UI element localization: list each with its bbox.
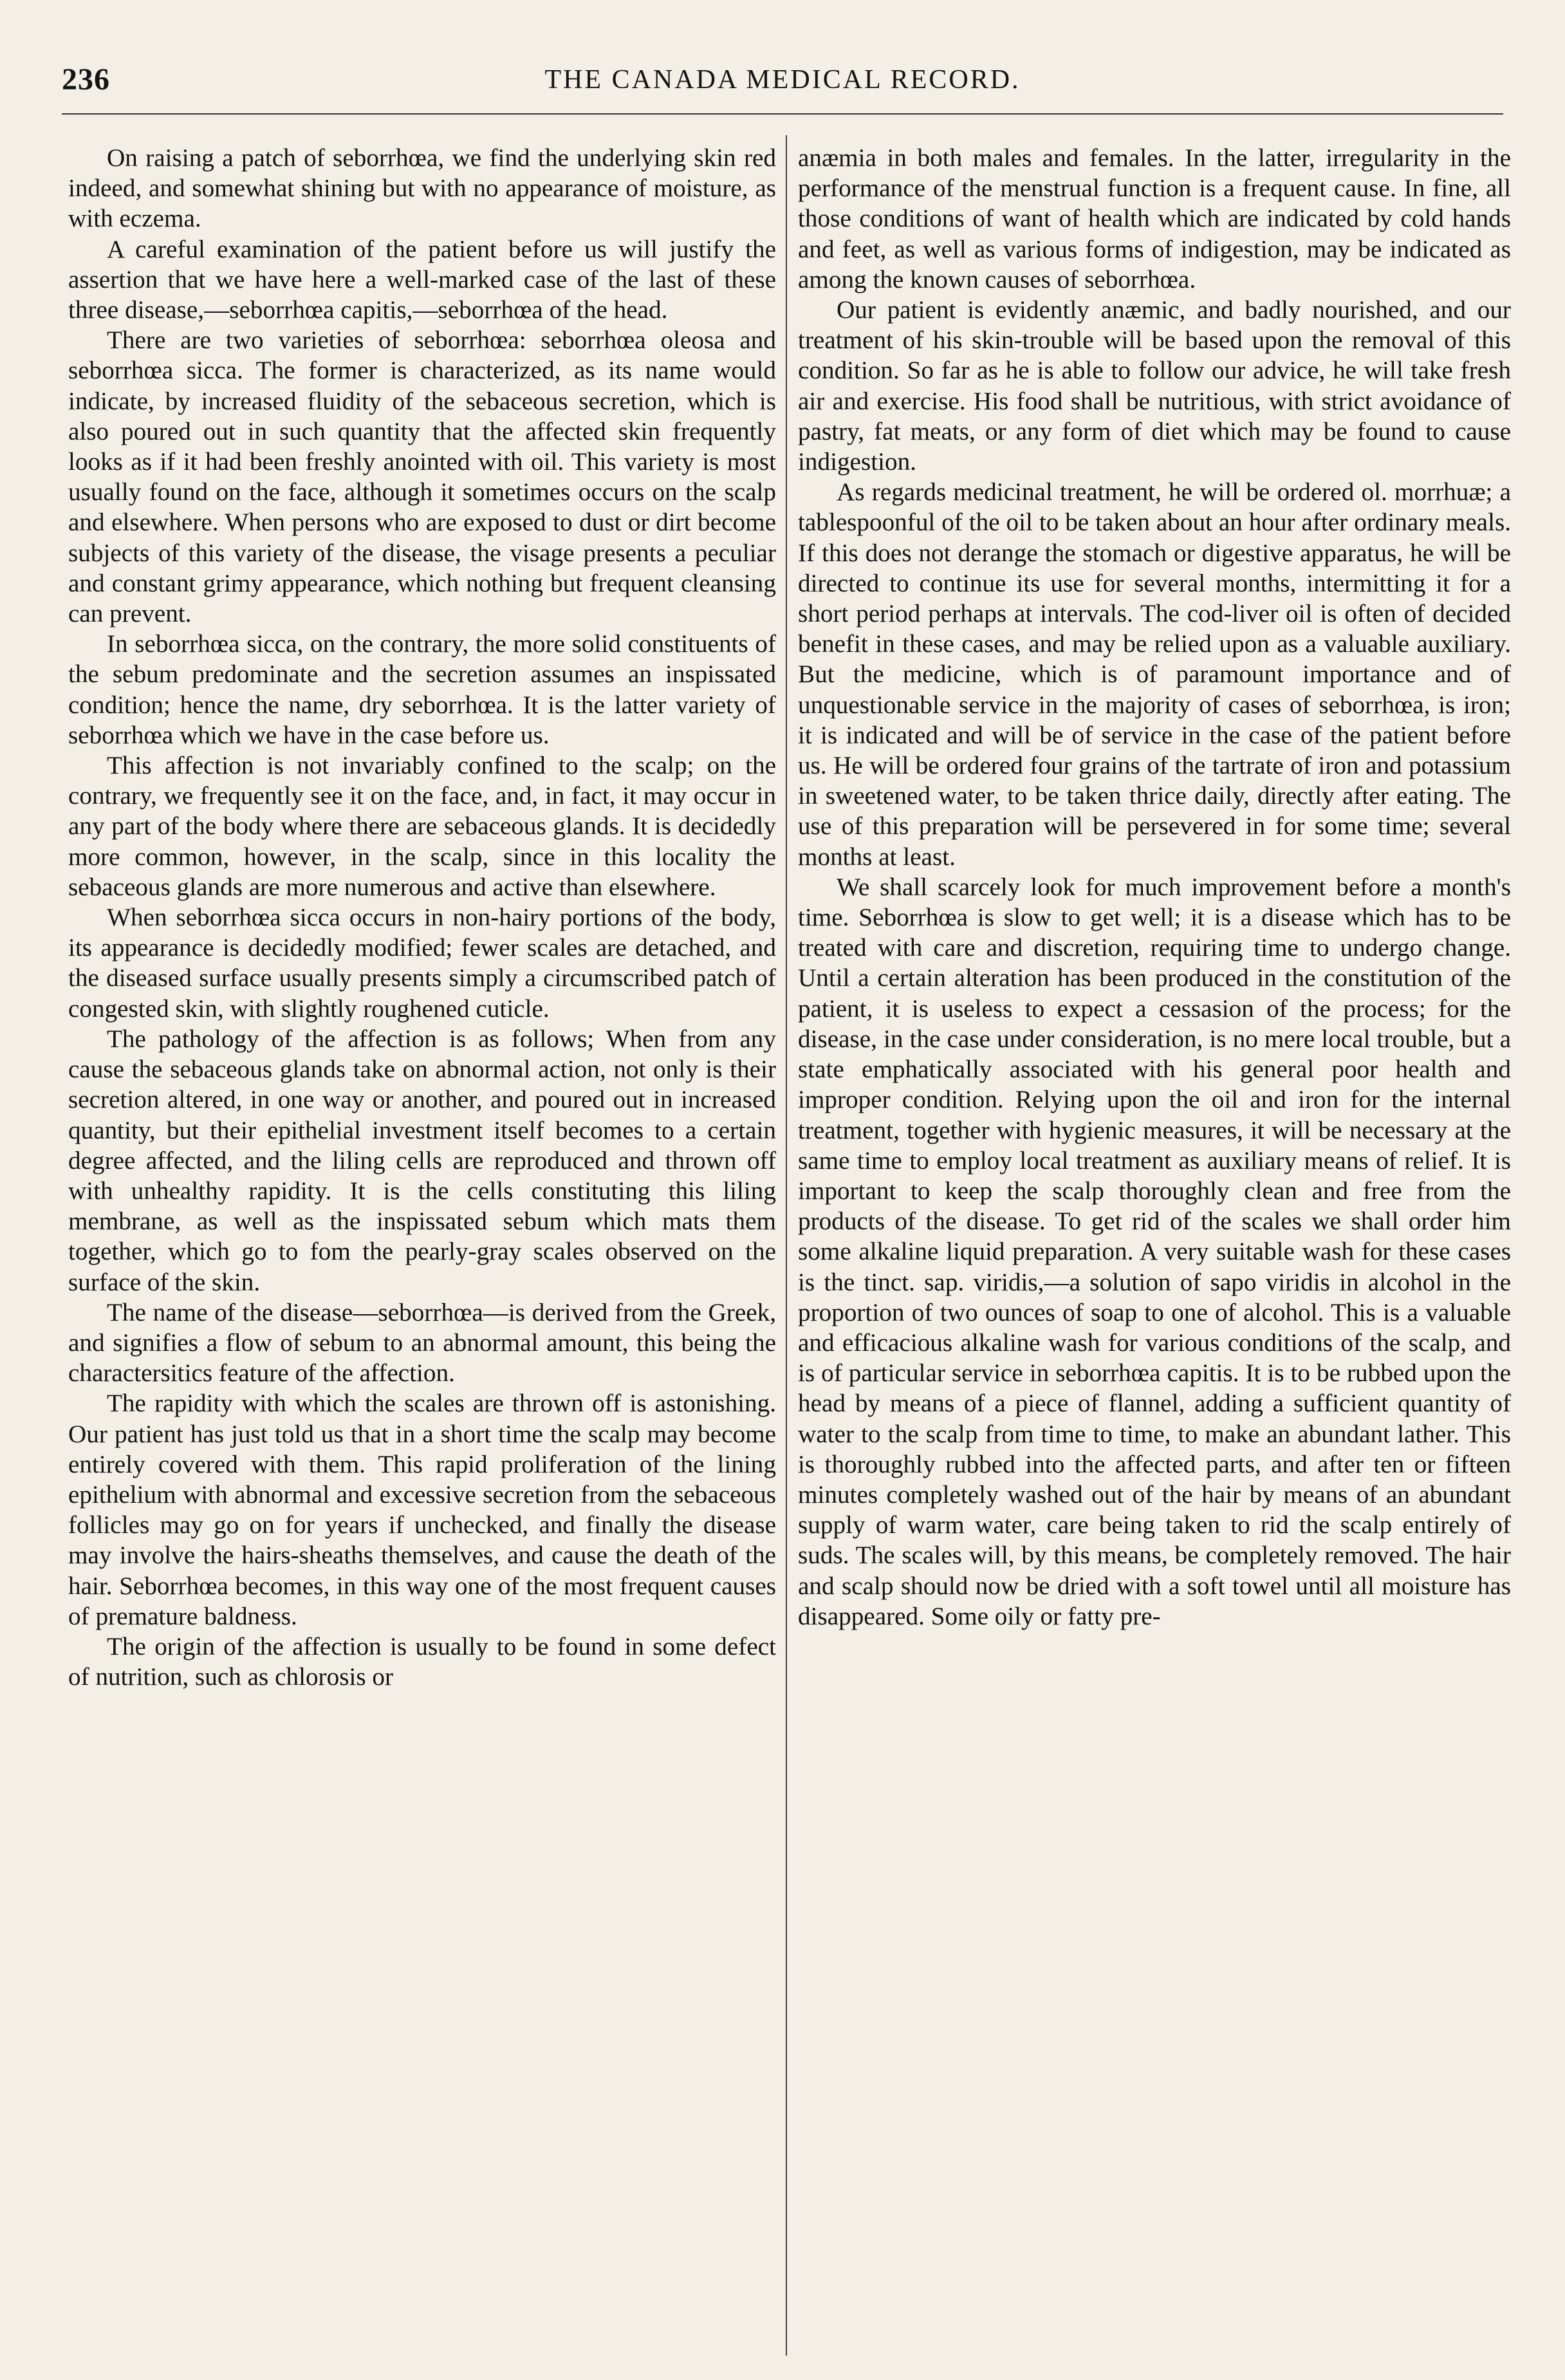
column-divider	[786, 135, 787, 2356]
paragraph-seborrhoea-sicca: In seborrhœa sicca, on the contrary, the more solid constituents of the sebum predominate and the secretion assumes an inspissated condition; hence the name, dry seborrhœa. It is the latter variety of seborrhœa which we have in the case before us.	[68, 630, 776, 749]
paragraph-pathology: The pathology of the affection is as follows; When from any cause the sebaceous glands take on abnormal action, not only is their secretion altered, in one way or another, and poured out in increased quantity, but their epithelial investment itself becomes to a certain degree affected, and the liling cells are reproduced and thrown off with unhealthy rapidity. It is the cells constituting this liling membrane, as well as the inspissated sebum which mats them together, which go to fom the pearly-gray scales observed on the surface of the skin.	[68, 1025, 776, 1296]
paragraph-improvement: We shall scarcely look for much improvement before a month's time. Seborrhœa is slow to get well; it is a disease which has to be treated with care and discretion, requiring time to undergo change. Until a certain alteration has been produced in the constitution of the patient, it is useless to expect a cessasion of the process; for the disease, in the case under consideration, is no mere local trouble, but a state emphatically associated with his general poor health and improper condition. Relying upon the oil and iron for the internal treatment, together with hygienic measures, it will be necessary at the same time to employ local treatment as auxiliary means of relief. It is important to keep the scalp thoroughly clean and free from the products of the disease. To get rid of the scales we shall order him some alkaline liquid preparation. A very suitable wash for these cases is the tinct. sap. viridis,—a solution of sapo viridis in alcohol in the proportion of two ounces of soap to one of alcohol. This is a valuable and efficacious alkaline wash for various conditions of the scalp, and is of particular service in seborrhœa capitis. It is to be rubbed upon the head by means of a piece of flannel, adding a sufficient quantity of water to the scalp from time to time, to make an abundant lather. This is thoroughly rubbed into the affected parts, and after ten or fifteen minutes completely washed out of the hair by means of an abundant supply of warm water, care being taken to rid the scalp entirely of suds. The scales will, by this means, be completely removed. The hair and scalp should now be dried with a soft towel until all moisture has disappeared. Some oily or fatty pre-	[798, 873, 1511, 1630]
paragraph-two-varieties: There are two varieties of seborrhœa: seborrhœa oleosa and seborrhœa sicca. The former is characterized, as its name would indicate, by increased fluidity of the sebaceous secretion, which is also poured out in such quantity that the affected skin frequently looks as if it had been freshly anointed with oil. This variety is most usually found on the face, although it sometimes occurs on the scalp and elsewhere. When persons who are exposed to dust or dirt become subjects of this variety of the disease, the visage presents a peculiar and constant grimy appearance, which nothing but frequent cleansing can prevent.	[68, 326, 776, 628]
right-column	[798, 143, 1511, 1632]
paragraph-medicinal-treatment: As regards medicinal treatment, he will be ordered ol. morrhuæ; a tablespoonful of the oil to be taken about an hour after ordinary meals. If this does not derange the stomach or digestive apparatus, he will be directed to continue its use for several months, intermitting it for a short period perhaps at intervals. The cod-liver oil is often of decided benefit in these cases, and may be relied upon as a valuable auxiliary. But the medicine, which is of paramount importance and of unquestionable service in the majority of cases of seborrhœa, is iron; it is indicated and will be of service in the case of the patient before us. He will be ordered four grains of the tartrate of iron and potassium in sweetened water, to be taken thrice daily, directly after eating. The use of this preparation will be persevered in for some time; several months at least.	[798, 478, 1511, 871]
paragraph-origin: The origin of the affection is usually to be found in some defect of nutrition, such as chlorosis or	[68, 1632, 776, 1691]
paragraph-not-confined-scalp: This affection is not invariably confined to the scalp; on the contrary, we frequently see it on the face, and, in fact, it may occur in any part of the body where there are sebaceous glands. It is decidedly more common, however, in the scalp, since in this locality the sebaceous glands are more numerous and active than elsewhere.	[68, 752, 776, 901]
header-rule	[62, 113, 1503, 115]
paragraph-continuation: anæmia in both males and females. In the latter, irregularity in the performance of the menstrual function is a frequent cause. In fine, all those conditions of want of health which are indicated by cold hands and feet, as well as various forms of indigestion, may be indicated as among the known causes of seborrhœa.	[798, 144, 1511, 293]
page-number: 236	[62, 62, 110, 97]
running-title: THE CANADA MEDICAL RECORD.	[544, 65, 1021, 95]
left-column	[68, 143, 776, 1692]
paragraph-name-of-disease: The name of the disease—seborrhœa—is derived from the Greek, and signifies a flow of sebum to an abnormal amount, this being the charactersitics feature of the affection.	[68, 1298, 776, 1388]
paragraph-patient-anaemic: Our patient is evidently anæmic, and badly nourished, and our treatment of his skin-trouble will be based upon the removal of this condition. So far as he is able to follow our advice, he will take fresh air and exercise. His food shall be nutritious, with strict avoidance of pastry, fat meats, or any form of diet which may be found to cause indigestion.	[798, 296, 1511, 476]
paragraph-careful-examination: A careful examination of the patient before us will justify the assertion that we have here a well-marked case of the last of these three disease,—seborrhœa capitis,—seborrhœa of the head.	[68, 235, 776, 324]
paragraph-seborrhoea-patch: On raising a patch of seborrhœa, we find the underlying skin red indeed, and somewhat shining but with no appearance of moisture, as with eczema.	[68, 144, 776, 233]
paragraph-rapidity: The rapidity with which the scales are thrown off is astonishing. Our patient has just told us that in a short time the scalp may become entirely covered with them. This rapid proliferation of the lining epithelium with abnormal and excessive secretion from the sebaceous follicles may go on for years if unchecked, and finally the disease may involve the hairs-sheaths themselves, and cause the death of the hair. Seborrhœa becomes, in this way one of the most frequent causes of premature baldness.	[68, 1390, 776, 1630]
paragraph-non-hairy-portions: When seborrhœa sicca occurs in non-hairy portions of the body, its appearance is decidedly modified; fewer scales are detached, and the diseased surface usually presents simply a circumscribed patch of congested skin, with slightly roughened cuticle.	[68, 904, 776, 1023]
page-header	[62, 62, 1503, 107]
